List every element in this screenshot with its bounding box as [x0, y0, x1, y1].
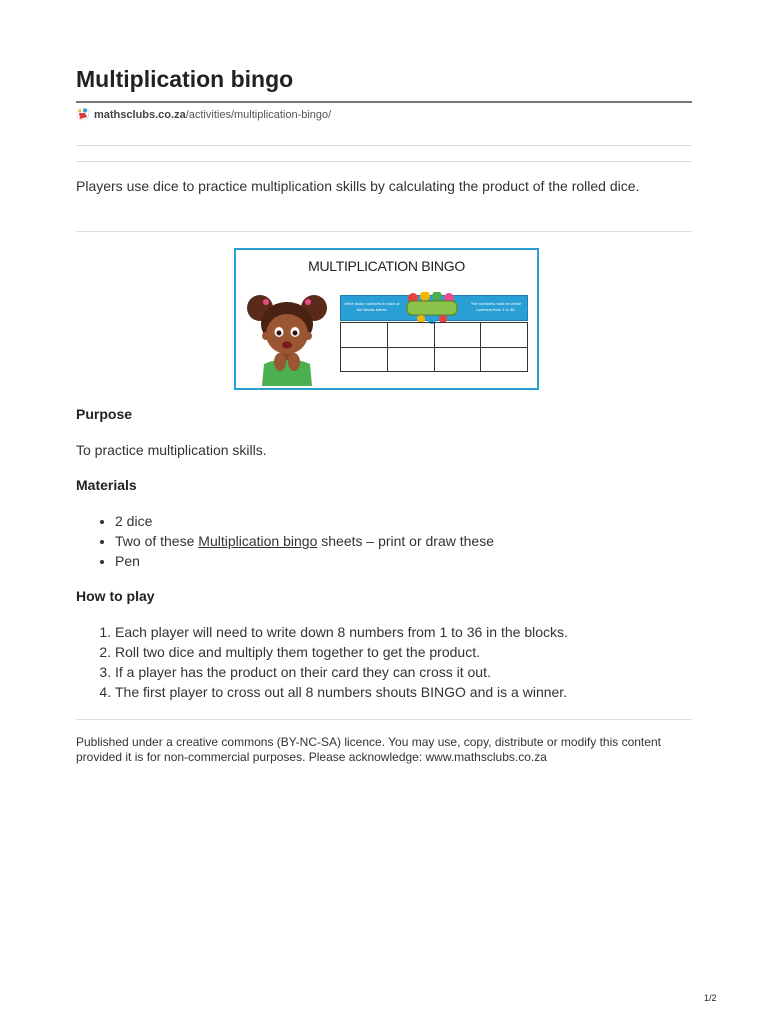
step-item: 4. The first player to cross out all 8 numbers shouts BINGO and is a winner.: [115, 682, 568, 702]
material-dice: 2 dice: [115, 513, 153, 529]
bingo-grid: [340, 322, 528, 372]
grid-cell: [341, 323, 388, 348]
banner-title: MULTIPLICATION BINGO: [308, 258, 465, 274]
purpose-heading: Purpose: [76, 406, 133, 422]
source-domain: mathsclubs.co.za: [94, 109, 186, 121]
materials-list: [76, 511, 494, 571]
list-item: [115, 531, 494, 551]
material-pen: Pen: [115, 553, 140, 569]
step-item: 2. Roll two dice and multiply them together to get the product.: [115, 642, 568, 662]
step-item: 1. Each player will need to write down 8 numbers from 1 to 36 in the blocks.: [115, 622, 568, 642]
bingo-banner-image: [234, 248, 539, 390]
page-title: Multiplication bingo: [76, 66, 294, 92]
girl-character-icon: [240, 290, 334, 386]
grid-cell: [434, 323, 481, 348]
bingo-logo-icon: [403, 292, 461, 324]
material-sheets-text: Two of these: [115, 533, 199, 549]
intro-text: Players use dice to practice multiplication skills by calculating the product of the rolled dice.: [76, 178, 640, 194]
list-item: [115, 511, 494, 531]
bingo-sheet-preview: [340, 295, 528, 373]
title-divider: [76, 101, 692, 103]
how-to-play-heading: How to play: [76, 588, 155, 604]
divider: [76, 719, 692, 720]
license-text: Published under a creative commons (BY-NC-SA) licence. You may use, copy, distribute or modify this content provided it is for non-commercial purposes. Please acknowledge: www.mathsclubs.co.za: [76, 735, 661, 764]
grid-cell: [341, 347, 388, 372]
sheet-note-right: The numbers must be whole numbers from 1 to 36.: [470, 301, 522, 312]
material-sheets-text: sheets – print or draw these: [317, 533, 495, 549]
list-item: [115, 551, 494, 571]
grid-cell: [481, 347, 528, 372]
purpose-text: To practice multiplication skills.: [76, 442, 267, 458]
divider: [76, 231, 692, 232]
materials-heading: Materials: [76, 477, 137, 493]
grid-cell: [481, 323, 528, 348]
page-number: 1/2: [704, 993, 717, 1003]
sheet-header: [340, 295, 528, 321]
grid-cell: [434, 347, 481, 372]
multiplication-bingo-link[interactable]: Multiplication bingo: [198, 533, 318, 549]
source-url[interactable]: [76, 107, 331, 121]
mathsclubs-favicon-icon: [76, 107, 90, 121]
steps-list: [76, 622, 568, 702]
divider: [76, 161, 692, 162]
grid-cell: [387, 323, 434, 348]
step-item: 3. If a player has the product on their card they can cross it out.: [115, 662, 568, 682]
source-path: /activities/multiplication-bingo/: [185, 109, 332, 121]
divider: [76, 145, 692, 146]
sheet-note-left: Write down numbers in each of the blocks below.: [344, 301, 400, 312]
grid-cell: [387, 347, 434, 372]
